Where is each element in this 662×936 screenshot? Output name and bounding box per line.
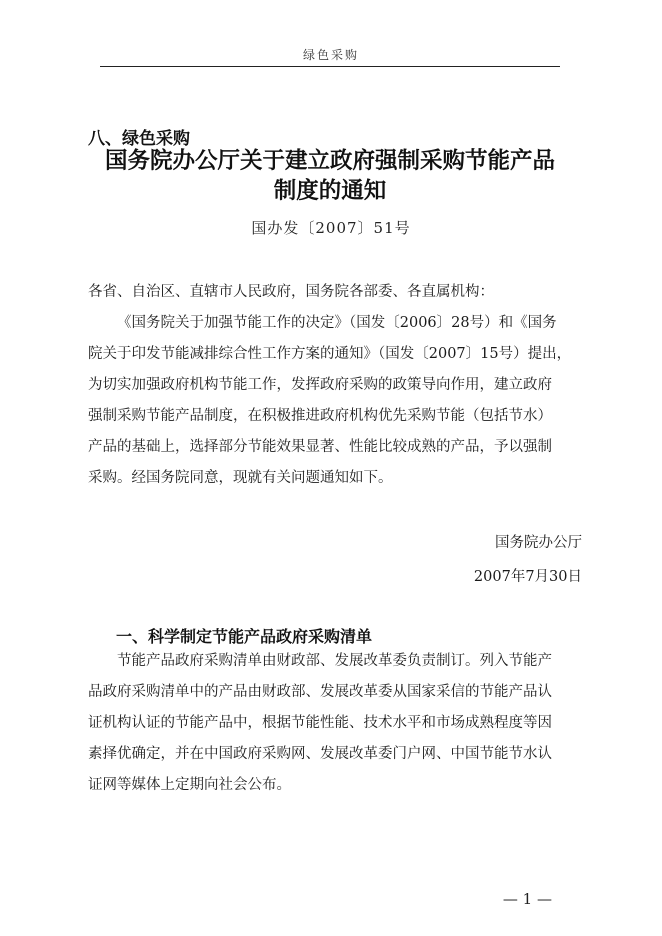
paragraph-2 (88, 646, 582, 801)
paragraph-line: 院关于印发节能减排综合性工作方案的通知》（国发〔2007〕15号）提出， (88, 346, 572, 362)
paragraph-line: 证机构认证的节能产品中，根据节能性能、技术水平和市场成熟程度等因 (88, 715, 552, 731)
paragraph-line: 强制采购节能产品制度，在积极推进政府机构优先采购节能（包括节水） (88, 408, 552, 424)
subheading-1: 一、科学制定节能产品政府采购清单 (116, 627, 373, 646)
paragraph-line: 品政府采购清单中的产品由财政部、发展改革委从国家采信的节能产品认 (88, 684, 552, 700)
paragraph-line: 素择优确定，并在中国政府采购网、发展改革委门户网、中国节能节水认 (88, 746, 552, 762)
addressee: 各省、自治区、直辖市人民政府，国务院各部委、各直属机构： (88, 284, 494, 300)
section-label: 八、绿色采购 (88, 129, 190, 149)
document-title (70, 146, 590, 206)
header-rule (100, 66, 560, 67)
paragraph-line: 采购。经国务院同意，现就有关问题通知如下。 (88, 470, 393, 486)
paragraph-line: 《国务院关于加强节能工作的决定》（国发〔2006〕28号）和《国务 (117, 315, 557, 331)
signature-date: 2007年7月30日 (473, 569, 582, 585)
paragraph-1 (88, 308, 582, 494)
paragraph-line: 为切实加强政府机构节能工作，发挥政府采购的政策导向作用，建立政府 (88, 377, 552, 393)
paragraph-line: 节能产品政府采购清单由财政部、发展改革委负责制订。列入节能产 (117, 653, 552, 669)
title-line-1: 国务院办公厅关于建立政府强制采购节能产品 (104, 148, 555, 174)
page-number: — 1 — (502, 890, 552, 908)
running-header: 绿色采购 (302, 48, 359, 62)
paragraph-line: 证网等媒体上定期向社会公布。 (88, 777, 291, 793)
title-line-2: 制度的通知 (273, 178, 387, 204)
document-number: 国办发〔2007〕51号 (251, 219, 411, 237)
paragraph-line: 产品的基础上，选择部分节能效果显著、性能比较成熟的产品，予以强制 (88, 439, 552, 455)
signature-organization: 国务院办公厅 (495, 535, 582, 551)
